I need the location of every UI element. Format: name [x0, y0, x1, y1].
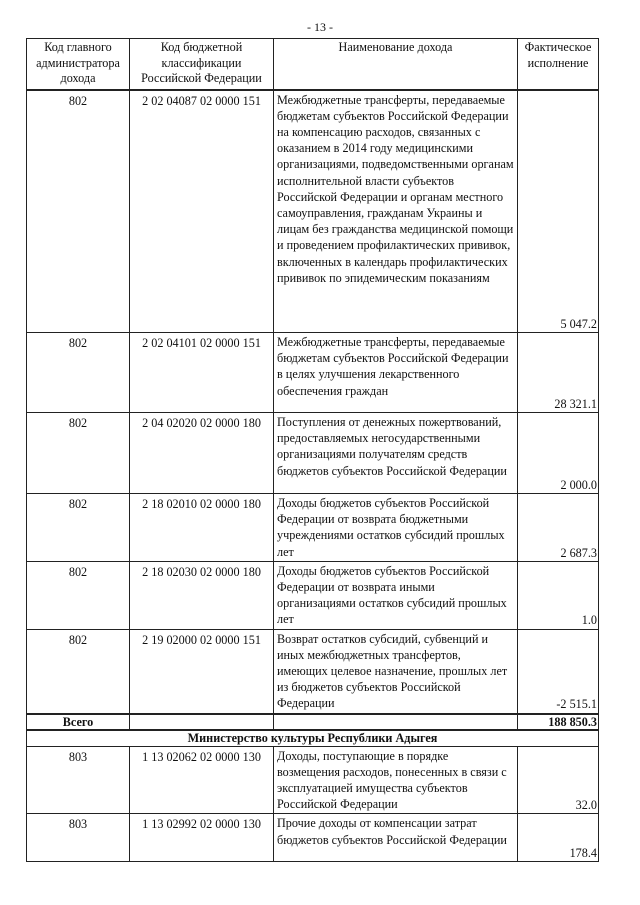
- table-header-row: [27, 39, 599, 90]
- admin-code: 802: [27, 629, 130, 714]
- table-row: [27, 90, 599, 333]
- revenue-name: Поступления от денежных пожертвований, предоставляемых негосударственными организациями получателям средств бюджетов субъектов Российской Федерации: [274, 413, 518, 494]
- admin-code: 803: [27, 814, 130, 862]
- header-budget-code: Код бюджетной классификации Российской Федерации: [130, 39, 274, 90]
- actual-amount: 32.0: [518, 746, 599, 814]
- budget-code: 2 19 02000 02 0000 151: [130, 629, 274, 714]
- total-empty-cell: [274, 714, 518, 730]
- actual-amount: 1.0: [518, 561, 599, 629]
- header-admin-code: Код главного администратора дохода: [27, 39, 130, 90]
- revenue-name: Возврат остатков субсидий, субвенций и иных межбюджетных трансфертов, имеющих целевое назначение, прошлых лет из бюджетов субъектов Российской Федерации: [274, 629, 518, 714]
- total-amount: 188 850.3: [518, 714, 599, 730]
- header-revenue-name: Наименование дохода: [274, 39, 518, 90]
- admin-code: 802: [27, 90, 130, 333]
- actual-amount: 2 687.3: [518, 494, 599, 562]
- revenue-name: Доходы бюджетов субъектов Российской Федерации от возврата бюджетными учреждениями остатков субсидий прошлых лет: [274, 494, 518, 562]
- table-row: [27, 561, 599, 629]
- actual-amount: 2 000.0: [518, 413, 599, 494]
- table-row: [27, 814, 599, 862]
- budget-code: 2 02 04087 02 0000 151: [130, 90, 274, 333]
- actual-amount: 5 047.2: [518, 90, 599, 333]
- budget-code: 2 18 02030 02 0000 180: [130, 561, 274, 629]
- admin-code: 802: [27, 413, 130, 494]
- actual-amount: 28 321.1: [518, 333, 599, 413]
- actual-amount: -2 515.1: [518, 629, 599, 714]
- table-row: [27, 746, 599, 814]
- table-row: [27, 494, 599, 562]
- revenue-table: [26, 38, 599, 862]
- revenue-name: Межбюджетные трансферты, передаваемые бюджетам субъектов Российской Федерации в целях улучшения лекарственного обеспечения граждан: [274, 333, 518, 413]
- admin-code: 802: [27, 494, 130, 562]
- actual-amount: 178.4: [518, 814, 599, 862]
- section-header-row: [27, 730, 599, 747]
- admin-code: 802: [27, 561, 130, 629]
- section-title: Министерство культуры Республики Адыгея: [27, 730, 599, 747]
- revenue-name: Прочие доходы от компенсации затрат бюджетов субъектов Российской Федерации: [274, 814, 518, 862]
- total-label: Всего: [27, 714, 130, 730]
- admin-code: 802: [27, 333, 130, 413]
- total-row: [27, 714, 599, 730]
- table-row: [27, 629, 599, 714]
- budget-code: 2 18 02010 02 0000 180: [130, 494, 274, 562]
- header-actual-amount: Фактическое исполнение: [518, 39, 599, 90]
- table-row: [27, 413, 599, 494]
- budget-code: 1 13 02992 02 0000 130: [130, 814, 274, 862]
- budget-code: 2 02 04101 02 0000 151: [130, 333, 274, 413]
- revenue-name: Доходы бюджетов субъектов Российской Федерации от возврата иными организациями остатков субсидий прошлых лет: [274, 561, 518, 629]
- revenue-name: Доходы, поступающие в порядке возмещения расходов, понесенных в связи с эксплуатацией имущества субъектов Российской Федерации: [274, 746, 518, 814]
- budget-code: 1 13 02062 02 0000 130: [130, 746, 274, 814]
- page-number: - 13 -: [307, 20, 333, 34]
- revenue-name: Межбюджетные трансферты, передаваемые бюджетам субъектов Российской Федерации на компенсацию расходов, связанных с оказанием в 2014 году медицинскими организациями, подведомственными органам исполнительной власти субъектов Российской Федерации и органам местного самоуправления, гражданам Украины и лицам без гражданства медицинской помощи и проведением профилактических прививок, включенных в календарь профилактических прививок по эпидемическим показаниям: [274, 90, 518, 333]
- table-row: [27, 333, 599, 413]
- budget-code: 2 04 02020 02 0000 180: [130, 413, 274, 494]
- total-empty-cell: [130, 714, 274, 730]
- admin-code: 803: [27, 746, 130, 814]
